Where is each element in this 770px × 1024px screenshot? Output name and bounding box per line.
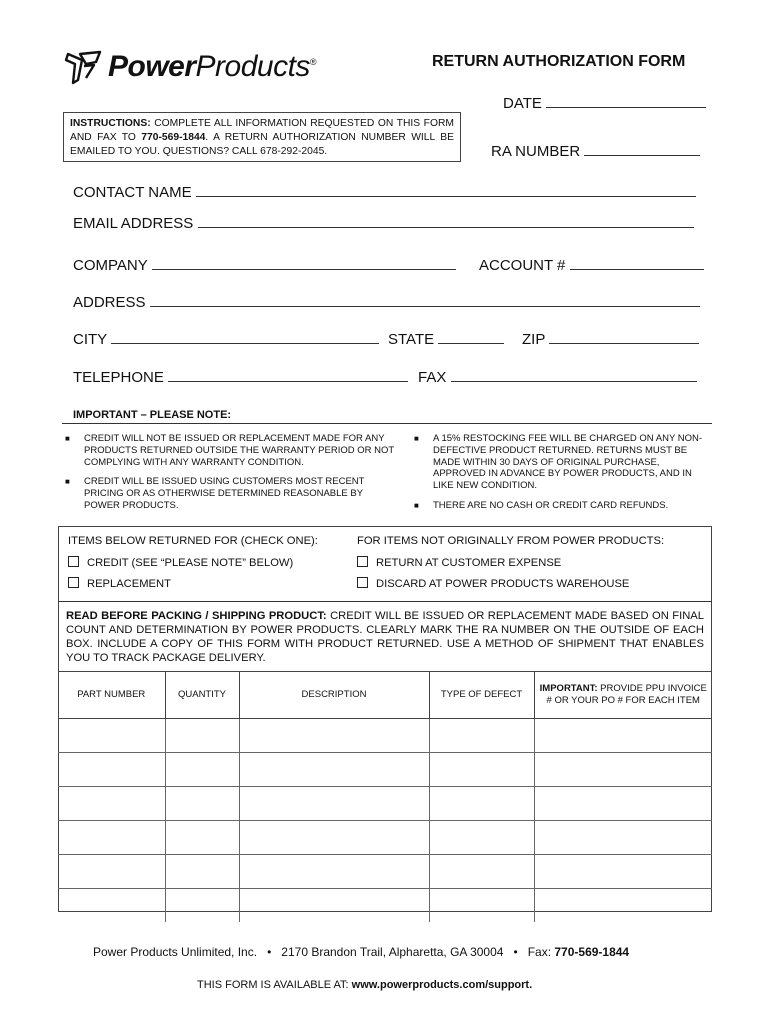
support-link[interactable]: www.powerproducts.com/support.: [351, 979, 533, 991]
table-row[interactable]: [58, 889, 712, 923]
table-row[interactable]: [58, 855, 712, 889]
return-reason-heading: ITEMS BELOW RETURNED FOR (CHECK ONE):: [68, 535, 318, 547]
credit-checkbox[interactable]: [68, 556, 79, 567]
part-number-header: PART NUMBER: [58, 672, 165, 719]
credit-option[interactable]: CREDIT (SEE “PLEASE NOTE” BELOW): [68, 556, 293, 569]
table-row[interactable]: [58, 753, 712, 787]
bullet-icon: ■: [414, 501, 419, 510]
state-field[interactable]: STATE: [388, 329, 504, 348]
description-header: DESCRIPTION: [239, 672, 429, 719]
bullet-icon: ■: [65, 477, 70, 486]
date-label: DATE: [503, 95, 542, 112]
fax-field[interactable]: FAX: [418, 367, 697, 386]
table-row[interactable]: [58, 719, 712, 753]
bullet-icon: ■: [414, 434, 419, 443]
divider: [62, 423, 712, 424]
note-item: ■ CREDIT WILL BE ISSUED USING CUSTOMERS MOST RECENT PRICING OR AS OTHERWISE DETERMINED REASONABLE BY POWER PRODUCTS.: [65, 476, 365, 511]
replacement-option[interactable]: REPLACEMENT: [68, 577, 171, 590]
replacement-checkbox[interactable]: [68, 577, 79, 588]
company-field[interactable]: COMPANY: [73, 255, 456, 274]
table-header-row: [58, 672, 712, 719]
type-of-defect-header: TYPE OF DEFECT: [429, 672, 534, 719]
discard-checkbox[interactable]: [357, 577, 368, 588]
bullet-icon: ■: [65, 434, 70, 443]
telephone-field[interactable]: TELEPHONE: [73, 367, 408, 386]
return-items-table: [58, 671, 712, 922]
date-field[interactable]: [503, 93, 706, 112]
ra-number-field[interactable]: [491, 141, 700, 160]
address-field[interactable]: ADDRESS: [73, 292, 700, 311]
zip-field[interactable]: ZIP: [522, 329, 699, 348]
logo-wordmark: PowerProducts®: [108, 50, 317, 83]
customer-expense-option[interactable]: RETURN AT CUSTOMER EXPENSE: [357, 556, 561, 569]
ra-number-label: RA NUMBER: [491, 143, 581, 160]
invoice-header: IMPORTANT: PROVIDE PPU INVOICE # OR YOUR PO # FOR EACH ITEM: [534, 672, 712, 719]
table-row[interactable]: [58, 821, 712, 855]
discard-option[interactable]: DISCARD AT POWER PRODUCTS WAREHOUSE: [357, 577, 629, 590]
form-title: RETURN AUTHORIZATION FORM: [432, 53, 686, 70]
non-power-products-heading: FOR ITEMS NOT ORIGINALLY FROM POWER PRODUCTS:: [357, 535, 665, 547]
note-item: ■ CREDIT WILL NOT BE ISSUED OR REPLACEMENT MADE FOR ANY PRODUCTS RETURNED OUTSIDE THE WARRANTY PERIOD OR NOT COMPLYING WITH ANY WARRANTY CONDITION.: [65, 433, 395, 468]
note-item: ■ THERE ARE NO CASH OR CREDIT CARD REFUNDS.: [414, 500, 669, 511]
note-item: ■ A 15% RESTOCKING FEE WILL BE CHARGED ON ANY NON-DEFECTIVE PRODUCT RETURNED. RETURNS MUST BE MADE WITHIN 30 DAYS OF ORIGINAL PURCHASE, APPROVED IN ADVANCE BY POWER PRODUCTS, AND IN LIKE NEW CONDITION.: [414, 433, 703, 492]
footer-availability: THIS FORM IS AVAILABLE AT: www.powerproducts.com/support.: [197, 979, 533, 991]
email-address-field[interactable]: EMAIL ADDRESS: [73, 213, 694, 232]
important-note-heading: IMPORTANT – PLEASE NOTE:: [73, 409, 232, 421]
account-number-field[interactable]: ACCOUNT #: [479, 255, 704, 274]
divider: [58, 601, 712, 602]
footer-address: Power Products Unlimited, Inc. • 2170 Brandon Trail, Alpharetta, GA 30004 • Fax: 770-569-1844: [93, 945, 630, 959]
instructions-box: INSTRUCTIONS: COMPLETE ALL INFORMATION REQUESTED ON THIS FORM AND FAX TO 770-569-1844. A RETURN AUTHORIZATION NUMBER WILL BE EMAILED TO YOU. QUESTIONS? CALL 678-292-2045.: [63, 112, 461, 162]
packing-instructions: READ BEFORE PACKING / SHIPPING PRODUCT: CREDIT WILL BE ISSUED OR REPLACEMENT MADE BASED ON FINAL COUNT AND DETERMINATION BY POWER PRODUCTS. CLEARLY MARK THE RA NUMBER ON THE OUTSIDE OF EACH BOX. INCLUDE A COPY OF THIS FORM WITH PRODUCT RETURNED. USE A METHOD OF SHIPMENT THAT ENABLES YOU TO TRACK PACKAGE DELIVERY.: [66, 610, 704, 664]
customer-expense-checkbox[interactable]: [357, 556, 368, 567]
city-field[interactable]: CITY: [73, 329, 379, 348]
table-row[interactable]: [58, 787, 712, 821]
power-products-logo-icon: [64, 50, 104, 86]
quantity-header: QUANTITY: [165, 672, 239, 719]
contact-name-field[interactable]: CONTACT NAME: [73, 182, 696, 201]
